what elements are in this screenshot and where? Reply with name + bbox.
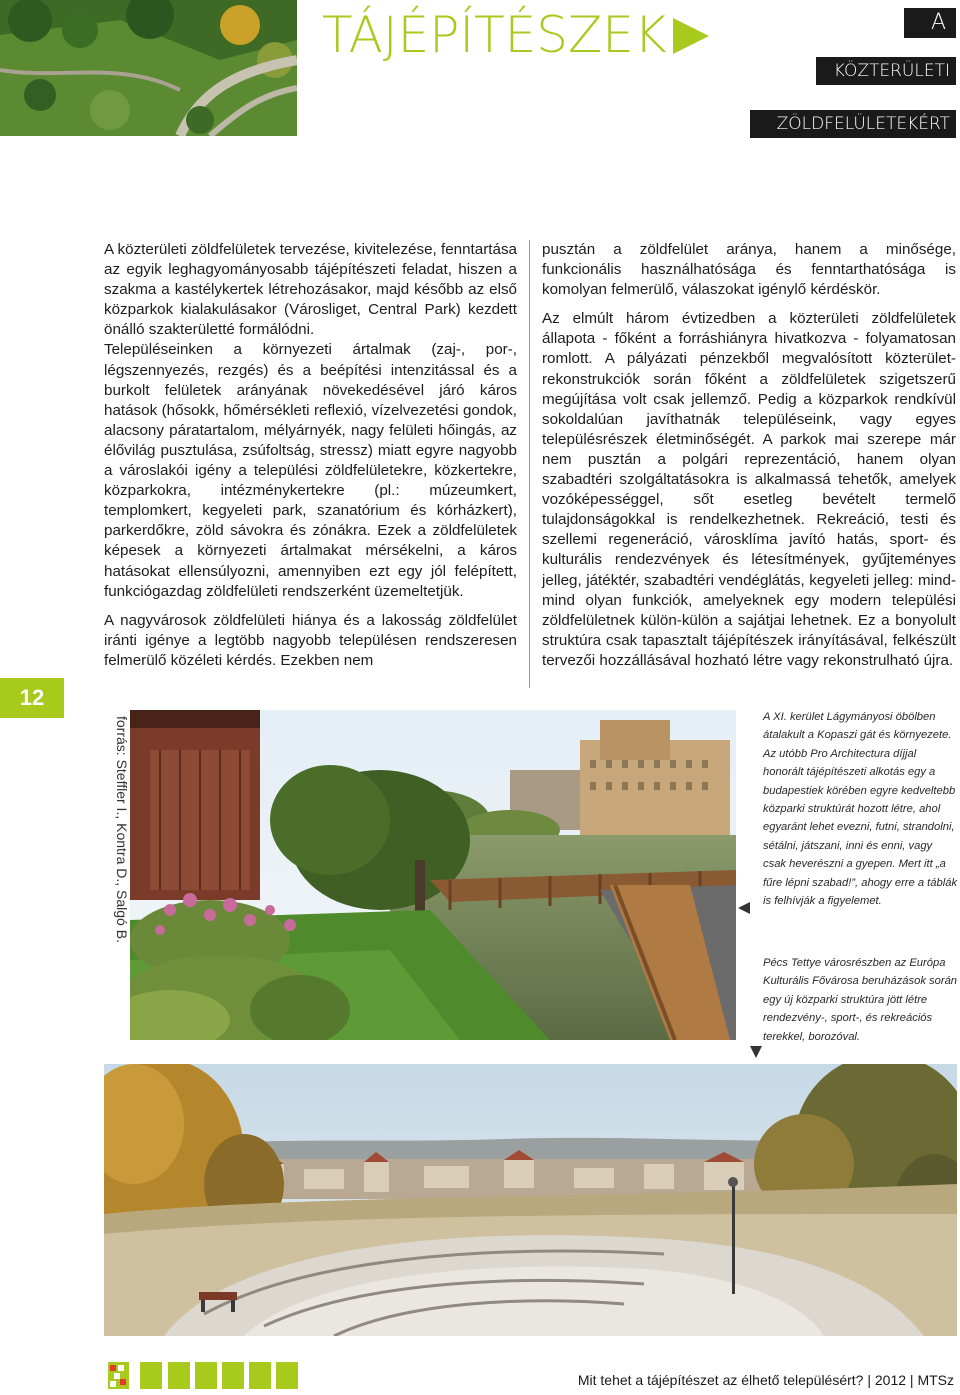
paragraph: pusztán a zöldfelület aránya, hanem a minősége, funkcionális használhatósága és fenntarthatósága is komolyan felmerülő, válaszokat igénylő kérdéskör. [542,241,956,299]
page-title: TÁJÉPÍTÉSZEK [322,6,667,64]
column-divider [529,240,530,688]
header-aerial-photo [0,0,297,136]
paragraph: Az elmúlt három évtizedben a közterületi zöldfelületek állapota - főként a forráshiányra hivatkozva - folyamatosan romlott. A pályázati pénzekből megvalósított közterület-rekonstrukciók során főként a zöldfelületek szigetszerű megújítása volt csak jellemző. Pedig a közparkok rendkívül sokoldalúan javíthatnák településeink, vagy egyes településrészek életminőségét. A parkok mai szerepe már nem pusztán a polgári reprezentáció, hanem olyan szabadtéri szolgáltatásokra is alkalmassá tehetők, amelyek vozóképességgel, sőt esetleg bevételt termelő tulajdonságokkal is rendelkezhetnek. Rekreáció, testi és szellemi regeneráció, városklíma javító hatás, sport- és kulturális rendezvények és létesítmények, gyűjteményes jelleg, játéktér, szabadtéri vendéglátás, kegyeleti jelleg: mind-mind olyan funkciók, amelyeknek egy modern települési zöldfelületnek külön-külön a sajátjai lehetnek. Ez a bonyolult struktúra csak tapasztalt tájépítészek irányításával, felkészült tervezői hozzállásával hozható létre vagy rekonstrulható újra. [542,310,956,669]
caption-pointer-down-icon [750,1046,762,1058]
paragraph: A nagyvárosok zöldfelületi hiánya és a lakosság zöldfelület iránti igénye a legtöbb nagyobb településen rendszeresen felmerülő közéleti kérdés. Ezekben nem [104,611,517,669]
footer-square [168,1362,190,1389]
photo-pecs-tettye [104,1064,957,1336]
photo-credit-1: forrás: Steffler I., Kontra D., Salgó B. [114,716,130,943]
footer-square [195,1362,217,1389]
footer-square [222,1362,244,1389]
footer-square [140,1362,162,1389]
paragraph: A közterületi zöldfelületek tervezése, kivitelezése, fenntartása az egyik leghagyományosabb tájépítészeti feladat, hiszen a szakma a kastélykertek létrehozásakor, majd később az első közparkok kialakulásakor (Városliget, Central Park) kezdett önálló szakterületté formálódni. [104,241,517,339]
caption-pointer-left-icon [738,902,750,914]
header-tag-kozteruleti: KÖZTERÜLETI [816,57,956,85]
title-arrow-icon [673,18,709,54]
caption-kopaszi-gat: A XI. kerület Lágymányosi öbölben átalakult a Kopaszi gát és környezete. Az utóbb Pro Architectura díjjal honorált tájépítészeti alkotás egy a budapestiek körében egyre kedveltebb közparki struktúrát hozott létre, ahol egyaránt lehet evezni, futni, strandolni, sétálni, játszani, inni és enni, vagy csak heverészni a gyepen. Mert itt „a fűre lépni szabad!”, ahogy erre a táblák is felhívják a figyelemet. [763,711,958,908]
photo-kopaszi-gat [130,710,736,1040]
page-number-badge: 12 [0,678,64,718]
footer-square [276,1362,298,1389]
header-tag-a: A [904,8,956,38]
footer-square [249,1362,271,1389]
footer-logo-icon [108,1362,129,1389]
right-text-column [542,240,956,671]
footer-text: Mit tehet a tájépítészet az élhető településért? | 2012 | MTSz [577,1372,954,1388]
left-text-column [104,240,517,671]
caption-pecs-tettye: Pécs Tettye városrészben az Európa Kulturális Fővárosa beruházások során egy új közparki struktúra jött létre rendezvény-, sport-, és rekreációs terekkel, borozóval. [763,957,958,1043]
paragraph: Településeinken a környezeti ártalmak (zaj-, por-, légszennyezés, rezgés) és a beépítési intenzitással és a burkolt felületek arányának növekedésével járó káros hatások (hősokk, hőmérsékleti reflexió, vízelvezetési gondok, alacsony páratartalom, mélyárnyék, nagy felületi hőingás, az élővilág pusztulása, zsúfoltság, stressz) miatt egyre nagyobb a városlakói igény a települési zöldfelületekre, közkertekre, közparkokra, intézménykertekre (pl.: múzeumkert, templomkert, kegyeleti park, szanatórium és kórházkert), parkerdőkre, zöld sávokra és zónákra. Ezek a zöldfelületek képesek a környezeti ártalmakat mérsékelni, a káros hatásokat ellensúlyozni, amennyiben ezt egy jól felépített, funkciógazdag zöldfelületi rendszerként üzemeltetjük. [104,341,517,600]
header-tag-zoldfeluletekert: ZÖLDFELÜLETEKÉRT [750,110,956,138]
